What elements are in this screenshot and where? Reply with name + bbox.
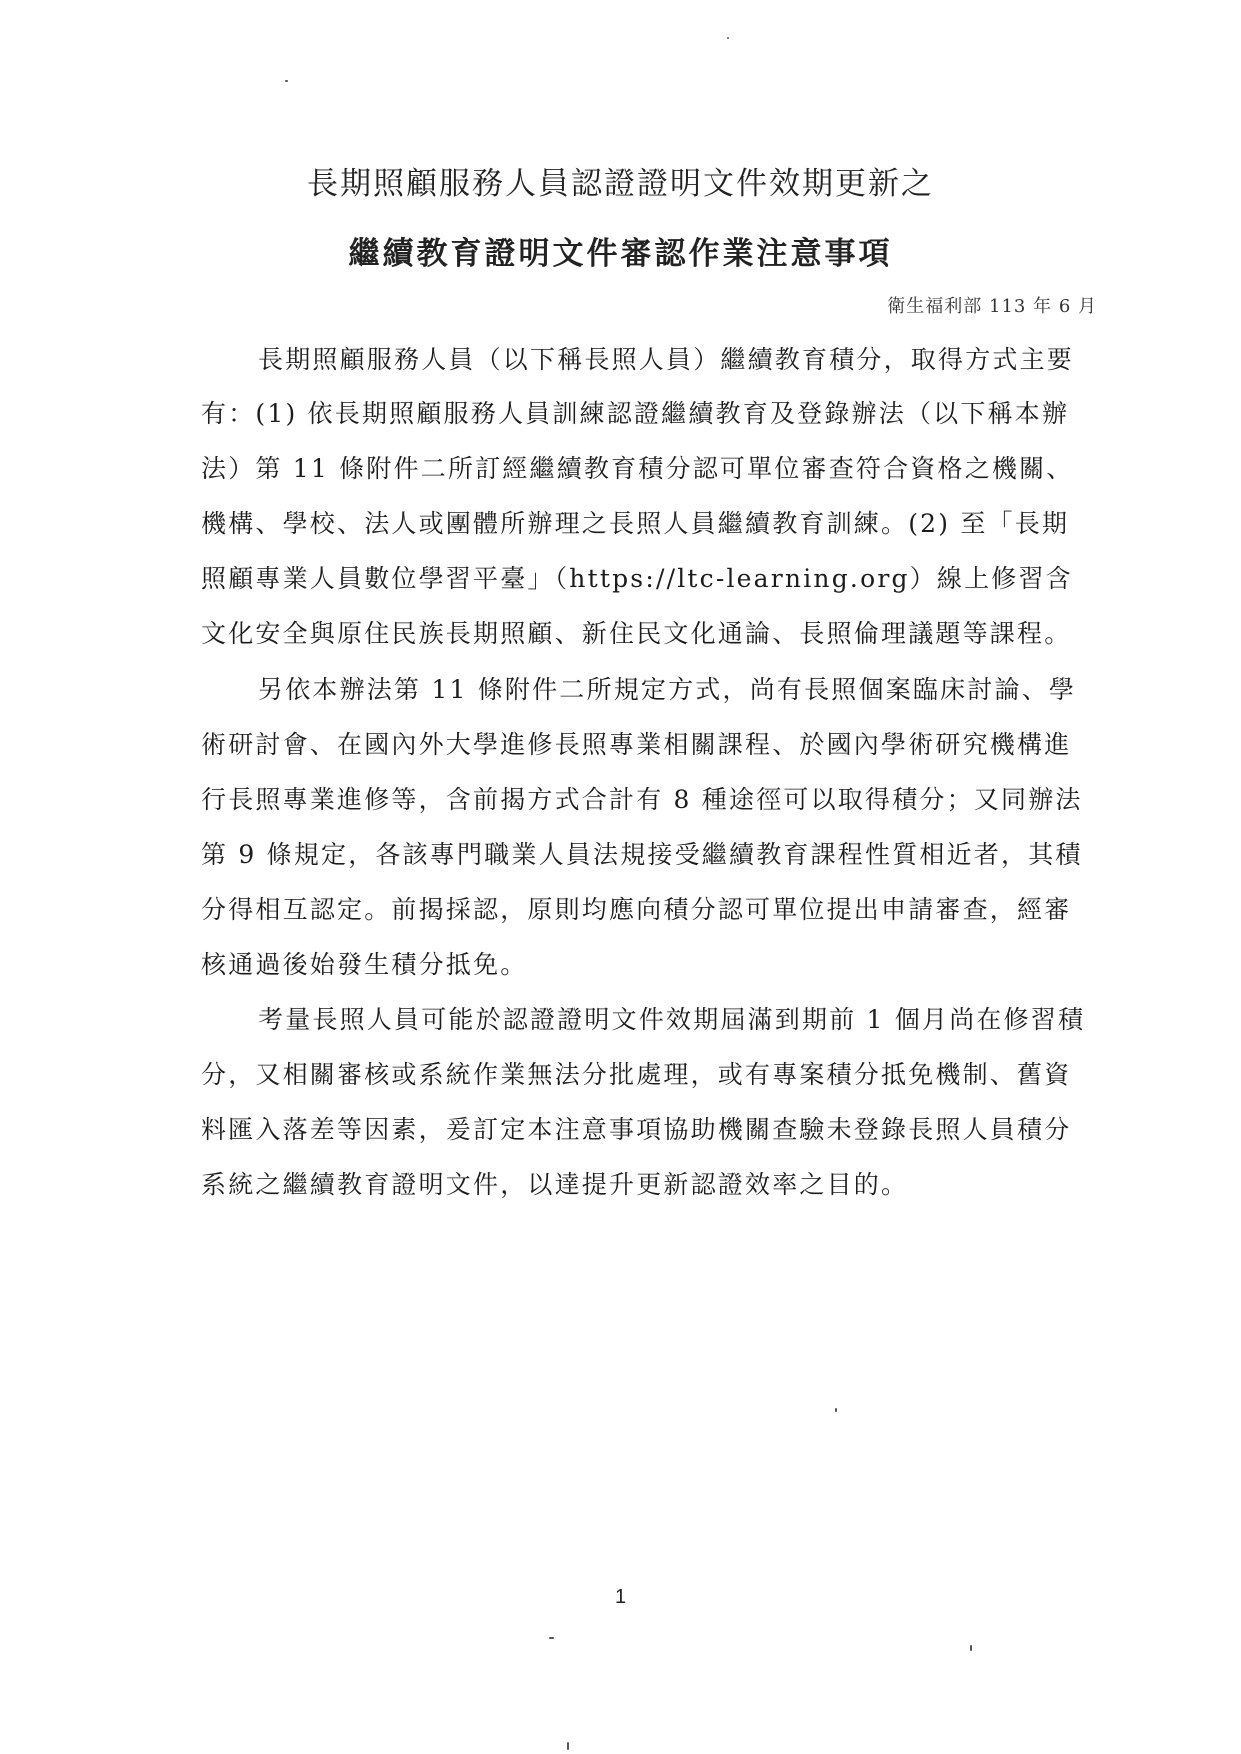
paragraph-1-line-2: 有：(1) 依長期照顧服務人員訓練認證繼續教育及登錄辦法（以下稱本辦 (201, 399, 1070, 428)
paragraph-2-line-2: 術研討會、在國內外大學進修長照專業相關課程、於國內學術研究機構進 (201, 730, 1072, 759)
scan-speck (567, 1742, 569, 1750)
scan-speck (970, 1645, 972, 1651)
paragraph-3-line-4: 系統之繼續教育證明文件，以達提升更新認證效率之目的。 (201, 1170, 909, 1199)
document-title-line-2: 繼續教育證明文件審認作業注意事項 (348, 236, 893, 272)
paragraph-2-line-4: 第 9 條規定，各該專門職業人員法規接受繼續教育課程性質相近者，其積 (201, 840, 1083, 869)
scan-speck (285, 80, 288, 82)
paragraph-2-line-1: 另依本辦法第 11 條附件二所規定方式，尚有長照個案臨床討論、學 (258, 675, 1077, 704)
paragraph-2-line-6: 核通過後始發生積分抵免。 (201, 950, 528, 979)
paragraph-1-line-5: 照顧專業人員數位學習平臺」（https://ltc-learning.org）線上修習含 (201, 564, 1073, 593)
paragraph-1-line-3: 法）第 11 條附件二所訂經繼續教育積分認可單位審查符合資格之機關、 (201, 454, 1074, 483)
paragraph-2-line-5: 分得相互認定。前揭採認，原則均應向積分認可單位提出申請審查，經審 (201, 895, 1072, 924)
paragraph-3-line-2: 分，又相關審核或系統作業無法分批處理，或有專案積分抵免機制、舊資 (201, 1060, 1072, 1089)
document-title-line-1: 長期照顧服務人員認證證明文件效期更新之 (307, 166, 934, 202)
issuer-date: 衛生福利部 113 年 6 月 (887, 296, 1097, 317)
paragraph-3-line-1: 考量長照人員可能於認證證明文件效期屆滿到期前 1 個月尚在修習積 (258, 1005, 1086, 1034)
page-number: 1 (614, 1586, 627, 1608)
scan-speck (549, 1637, 554, 1639)
paragraph-1-line-6: 文化安全與原住民族長期照顧、新住民文化通論、長照倫理議題等課程。 (201, 619, 1072, 648)
paragraph-1-line-1: 長期照顧服務人員（以下稱長照人員）繼續教育積分，取得方式主要 (258, 345, 1075, 374)
scan-speck (835, 1408, 837, 1412)
paragraph-2-line-3: 行長照專業進修等，含前揭方式合計有 8 種途徑可以取得積分；又同辦法 (201, 785, 1083, 814)
paragraph-1-line-4: 機構、學校、法人或團體所辦理之長照人員繼續教育訓練。(2) 至「長期 (201, 509, 1070, 538)
scan-speck (727, 37, 729, 39)
paragraph-3-line-3: 料匯入落差等因素，爰訂定本注意事項協助機關查驗未登錄長照人員積分 (201, 1115, 1072, 1144)
